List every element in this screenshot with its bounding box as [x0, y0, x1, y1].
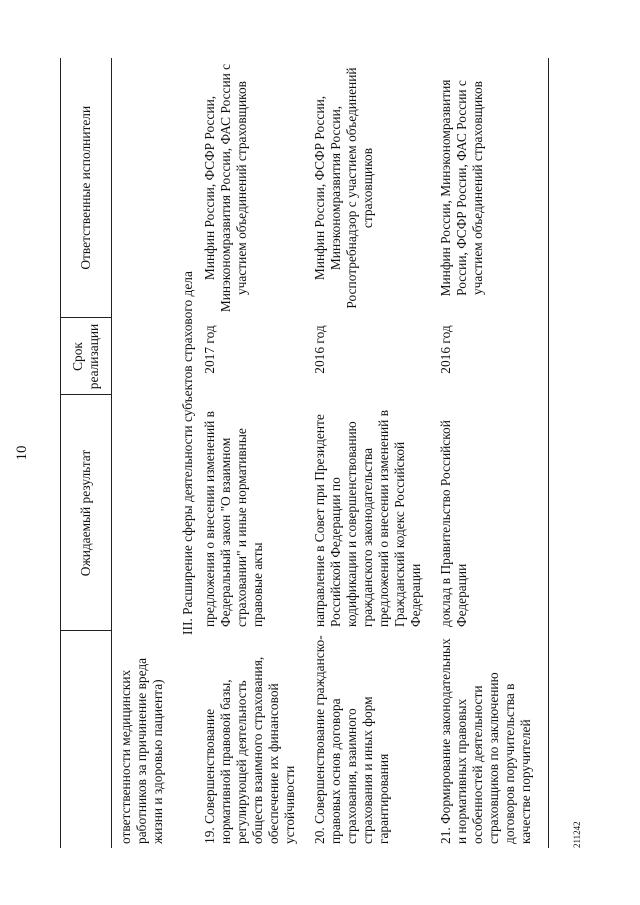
- rotated-sheet: [14, 58, 620, 848]
- measure-cell: 21. Формирование законодательных и нормативных правовых особенностей деятельности страховщиков по заключению договоров поручительства в качестве поручителей: [438, 631, 549, 848]
- deadline-cell: 2017 год: [202, 325, 217, 374]
- executors-cell: Минфин России, ФСФР России, Минэкономразвития России, Роспотребнадзор с участием объединений страховщиков: [312, 67, 375, 309]
- header-result: Ожидаемый результат: [61, 395, 112, 631]
- continuation-row: [112, 58, 181, 848]
- document-code: 211242: [572, 821, 582, 848]
- page-number: 10: [14, 445, 30, 461]
- header-row: [61, 58, 112, 848]
- executors-cell: Минфин России, ФСФР России, Минэкономразвития России, ФАС России с участием объединений страховщиков: [202, 63, 249, 313]
- header-deadline: Срок реализации: [61, 318, 112, 395]
- measure-cell: 20. Совершенствование гражданско-правовых основ договора страхования, взаимного страхования и иных форм гарантирования: [312, 635, 391, 844]
- result-cell: направление в Совет при Президенте Российской Федерации по кодификации и совершенствованию гражданского законодательства предложений о внесении изменений в Гражданский кодекс Российской Федерации: [312, 409, 423, 627]
- deadline-cell: 2016 год: [438, 318, 549, 395]
- table-row: [202, 58, 312, 848]
- section-row: [180, 58, 202, 848]
- section-title: III. Расширение сферы деятельности субъектов страхового дела: [180, 271, 195, 635]
- deadline-cell: 2016 год: [312, 325, 327, 374]
- continuation-text: ответственности медицинских работников за причинение вреда жизни и здоровью пациента): [118, 657, 165, 844]
- action-plan-table: [60, 58, 549, 848]
- table-row: [312, 58, 438, 848]
- executors-cell: Минфин России, Минэкономразвития России, ФСФР России, ФАС России с участием объединений страховщиков: [438, 58, 549, 318]
- result-cell: доклад в Правительство Российской Федерации: [438, 395, 549, 631]
- header-executors: Ответственные исполнители: [61, 58, 112, 318]
- result-cell: предложения о внесении изменений в Федеральный закон "О взаимном страховании" и иные нормативные правовые акты: [202, 410, 265, 627]
- table-row: [438, 58, 549, 848]
- header-measure: [61, 631, 112, 848]
- measure-cell: 19. Совершенствование нормативной правовой базы, регулирующей деятельность обществ взаимного страхования, обеспечение их финансовой устойчивости: [202, 656, 297, 844]
